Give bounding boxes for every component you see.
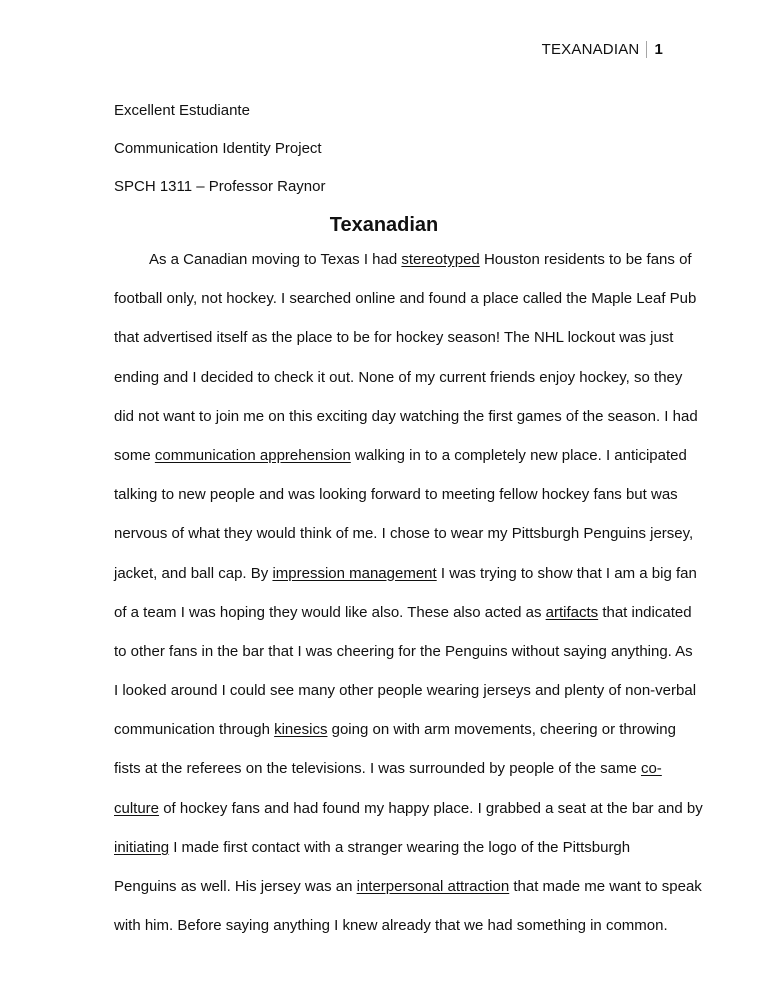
- paragraph-line: jacket, and ball cap. By impression management I was trying to show that I am a big fan: [114, 564, 697, 582]
- paragraph-line: talking to new people and was looking forward to meeting fellow hockey fans but was: [114, 486, 678, 504]
- paragraph-line: to other fans in the bar that I was cheering for the Penguins without saying anything. As: [114, 642, 693, 660]
- key-term: stereotyped: [401, 251, 480, 268]
- body-paragraph: [114, 240, 703, 945]
- paragraph-line: with him. Before saying anything I knew already that we had something in common.: [114, 917, 668, 935]
- paragraph-line: of a team I was hoping they would like also. These also acted as artifacts that indicated: [114, 603, 692, 621]
- paragraph-line: As a Canadian moving to Texas I had stereotyped Houston residents to be fans of: [149, 251, 692, 268]
- paragraph-line: some communication apprehension walking in to a completely new place. I anticipated: [114, 446, 687, 464]
- running-head-title: TEXANADIAN: [542, 41, 648, 58]
- document-title: Texanadian: [329, 214, 439, 236]
- paragraph-line: ending and I decided to check it out. None of my current friends enjoy hockey, so they: [114, 368, 683, 386]
- paragraph-line: culture of hockey fans and had found my happy place. I grabbed a seat at the bar and by: [114, 799, 703, 817]
- paragraph-line: nervous of what they would think of me. I chose to wear my Pittsburgh Penguins jersey,: [114, 525, 694, 543]
- key-term: impression management: [272, 564, 437, 582]
- paragraph-line: initiating I made first contact with a stranger wearing the logo of the Pittsburgh: [114, 838, 631, 856]
- course-line: SPCH 1311 – Professor Raynor: [114, 178, 326, 195]
- paragraph-line: communication through kinesics going on with arm movements, cheering or throwing: [114, 721, 676, 739]
- key-term: co-: [640, 760, 662, 778]
- assignment-name: Communication Identity Project: [114, 140, 322, 157]
- key-term: artifacts: [545, 603, 599, 621]
- heading-block: [114, 92, 326, 206]
- paragraph-line: I looked around I could see many other people wearing jerseys and plenty of non-verbal: [114, 682, 697, 700]
- paragraph-line: that advertised itself as the place to be for hockey season! The NHL lockout was just: [114, 329, 674, 347]
- page-number: 1: [654, 41, 663, 58]
- paragraph-line: Penguins as well. His jersey was an interpersonal attraction that made me want to speak: [114, 878, 702, 895]
- paragraph-line: did not want to join me on this exciting day watching the first games of the season. I had: [114, 407, 698, 425]
- paragraph-line: fists at the referees on the televisions. I was surrounded by people of the same co-: [114, 760, 662, 778]
- key-term: interpersonal attraction: [356, 878, 510, 895]
- key-term: kinesics: [274, 721, 328, 739]
- running-header: [542, 41, 663, 58]
- key-term: initiating: [114, 838, 170, 856]
- paragraph-line: football only, not hockey. I searched online and found a place called the Maple Leaf Pub: [114, 290, 697, 308]
- key-term: communication apprehension: [154, 446, 351, 464]
- key-term: culture: [114, 799, 160, 817]
- author-name: Excellent Estudiante: [114, 102, 250, 119]
